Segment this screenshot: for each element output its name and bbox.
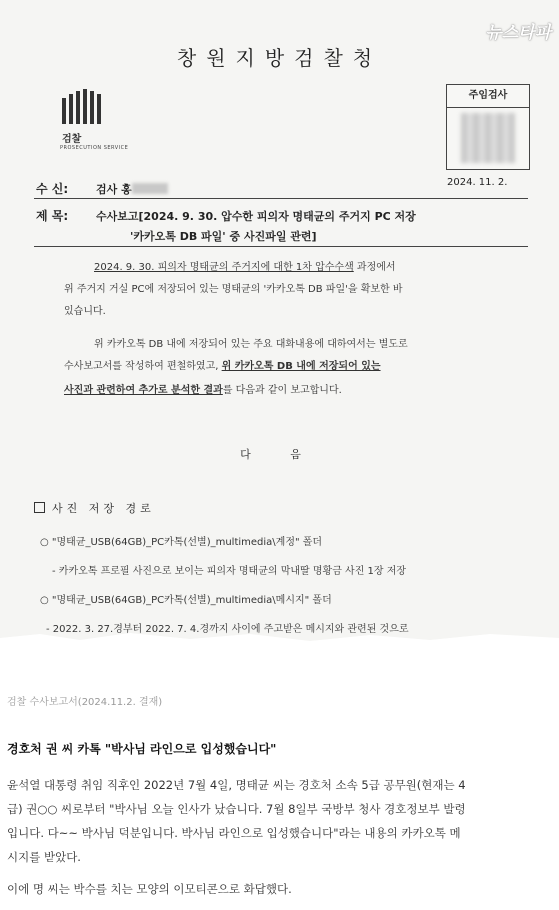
subject-line-1: 수사보고[2024. 9. 30. 압수한 피의자 명태균의 주거지 PC 저장	[96, 210, 416, 223]
paragraph-2-line-1: 위 카카오톡 DB 내에 저장되어 있는 주요 대화내용에 대하여서는 별도로	[94, 339, 408, 350]
subject-label: 제 목:	[36, 209, 69, 223]
watermark: 뉴스타파	[485, 23, 551, 43]
approval-stamp-box	[446, 84, 530, 170]
article-paragraph-2: 이에 명 씨는 박수를 치는 모양의 이모티콘으로 화답했다.	[7, 882, 292, 896]
document-title: 창원지방검찰청	[176, 46, 383, 70]
path-2: ○ "명태균_USB(64GB)_PC카톡(선별)_multimedia\메시지" 폴더	[40, 595, 332, 606]
paragraph-1-line-1: 2024. 9. 30. 피의자 명태균의 주거지에 대한 1차 압수수색 과정에서	[94, 262, 396, 273]
article-paragraph-1: 윤석열 대통령 취임 직후인 2022년 7월 4일, 명태균 씨는 경호처 소속 5급 공무원(현재는 4 급) 권○○ 씨로부터 "박사님 오늘 인사가 났습니다. 7월 8일부 국방부 청사 경호정보부 발령 입니다. 다~~ 박사님 덕분입니다. 박사님 라인으로 입성했습니다"라는 내용의 카카오톡 메 시지를 받았다.	[7, 778, 466, 864]
logo-text: 검찰	[62, 134, 82, 145]
recipient-value: 검사 홍	[96, 181, 168, 197]
document-date: 2024. 11. 2.	[447, 177, 508, 188]
logo-subtitle: PROSECUTION SERVICE	[60, 145, 129, 151]
recipient-label: 수 신:	[36, 182, 69, 196]
paragraph-2-line-3: 사진과 관련하여 추가로 분석한 결과를 다음과 같이 보고합니다.	[64, 385, 342, 396]
checkbox-icon	[34, 502, 45, 513]
paragraph-1-line-3: 있습니다.	[64, 306, 106, 317]
path-1: ○ "명태균_USB(64GB)_PC카톡(선별)_multimedia\계정" 폴더	[40, 537, 323, 548]
path-2-note-1: - 2022. 3. 27.경부터 2022. 7. 4.경까지 사이에 주고받은 메시지와 관련된 것으로	[46, 624, 409, 635]
paragraph-1-line-2: 위 주거지 거실 PC에 저장되어 있는 명태균의 '카카오톡 DB 파일'을 확보한 바	[64, 284, 403, 295]
divider	[34, 198, 528, 199]
paragraph-2-line-2: 수사보고서를 작성하여 편철하였고, 위 카카오톡 DB 내에 저장되어 있는	[64, 361, 381, 372]
image-caption: 검찰 수사보고서(2024.11.2. 결재)	[7, 697, 163, 708]
section-title: 사진 저장 경로	[52, 502, 155, 515]
subject-line-2: '카카오톡 DB 파일' 중 사진파일 관련]	[130, 230, 317, 243]
article-headline: 경호처 권 씨 카톡 "박사님 라인으로 입성했습니다"	[7, 742, 277, 756]
divider	[34, 246, 528, 247]
path-1-note: - 카카오톡 프로필 사진으로 보이는 피의자 명태균의 막내딸 명황금 사진 1장 저장	[52, 566, 407, 577]
blurred-name	[132, 183, 168, 194]
torn-edge	[0, 628, 559, 680]
center-heading: 다 음	[240, 448, 319, 461]
stamp-label: 주임검사	[447, 85, 529, 108]
blurred-signature	[461, 113, 515, 163]
